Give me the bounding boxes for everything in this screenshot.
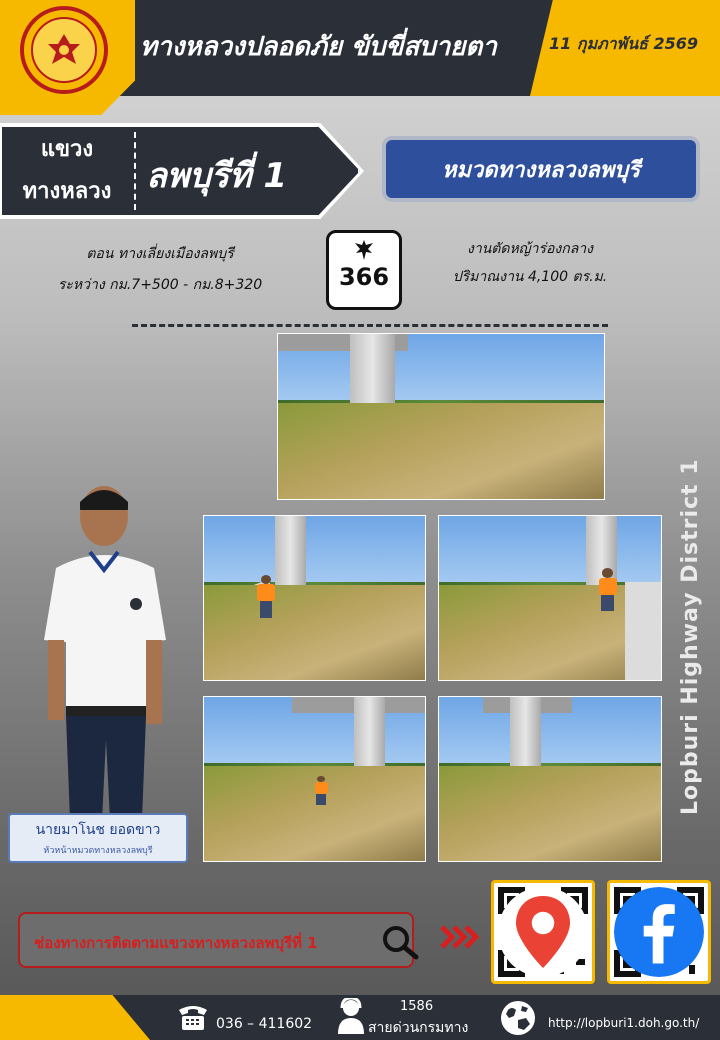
page-title: ทางหลวงปลอดภัย ขับขี่สบายตา [140, 32, 497, 62]
work-photo-3 [438, 515, 662, 681]
search-icon [380, 924, 420, 960]
unit-name: หมวดทางหลวงลพบุรี [441, 157, 641, 183]
google-maps-icon [498, 887, 588, 977]
follow-channel-box [18, 912, 414, 968]
call-center-icon [336, 998, 366, 1034]
district-label-line2: ทางหลวง [22, 179, 112, 204]
work-photo-1 [277, 333, 605, 500]
qr-code-maps[interactable] [491, 880, 595, 984]
globe-icon [500, 1000, 536, 1036]
seal-icon [44, 32, 84, 68]
person-caption [8, 813, 188, 863]
qr-code-facebook[interactable] [607, 880, 711, 984]
facebook-icon [614, 887, 704, 977]
worker-figure [315, 776, 328, 806]
section-name: ตอน ทางเลี่ยงเมืองลพบุรี [86, 246, 234, 262]
footer-hotline-number: 1586 [400, 999, 434, 1014]
work-photo-5 [438, 696, 662, 862]
telephone-icon [176, 1002, 210, 1032]
person-title: หัวหน้าหมวดทางหลวงลพบุรี [43, 846, 153, 856]
footer-phone: 036 – 411602 [216, 1016, 313, 1032]
person-name: นายมาโนช ยอดขาว [35, 822, 161, 838]
side-district-label: Lopburi Highway District 1 [678, 458, 703, 815]
work-quantity: ปริมาณงาน 4,100 ตร.ม. [452, 269, 608, 285]
work-description: งานตัดหญ้าร่องกลาง [467, 241, 593, 257]
footer-hotline-label: สายด่วนกรมทาง [368, 1020, 469, 1036]
chevrons-right-icon [440, 922, 480, 952]
route-badge [326, 230, 402, 310]
route-number: 366 [338, 263, 390, 291]
worker-figure [599, 568, 617, 611]
department-logo [20, 6, 108, 94]
garuda-emblem-icon [353, 239, 375, 261]
section-range: ระหว่าง กม.7+500 - กม.8+320 [57, 277, 263, 293]
work-photo-2 [203, 515, 426, 681]
footer-website-link[interactable]: http://lopburi1.doh.go.th/ [548, 1016, 700, 1030]
district-divider [134, 132, 136, 210]
follow-channel-text: ช่องทางการติดตามแขวงทางหลวงลพบุรีที่ 1 [34, 934, 318, 952]
district-label [0, 125, 134, 217]
district-label-line1: แขวง [40, 137, 94, 162]
dashed-divider [132, 324, 608, 327]
district-name: ลพบุรีที่ 1 [146, 156, 287, 196]
unit-name-box [382, 136, 700, 202]
worker-figure [257, 575, 275, 618]
person-photo [34, 480, 184, 820]
work-photo-4 [203, 696, 426, 862]
header-date: 11 กุมภาพันธ์ 2569 [549, 34, 698, 53]
